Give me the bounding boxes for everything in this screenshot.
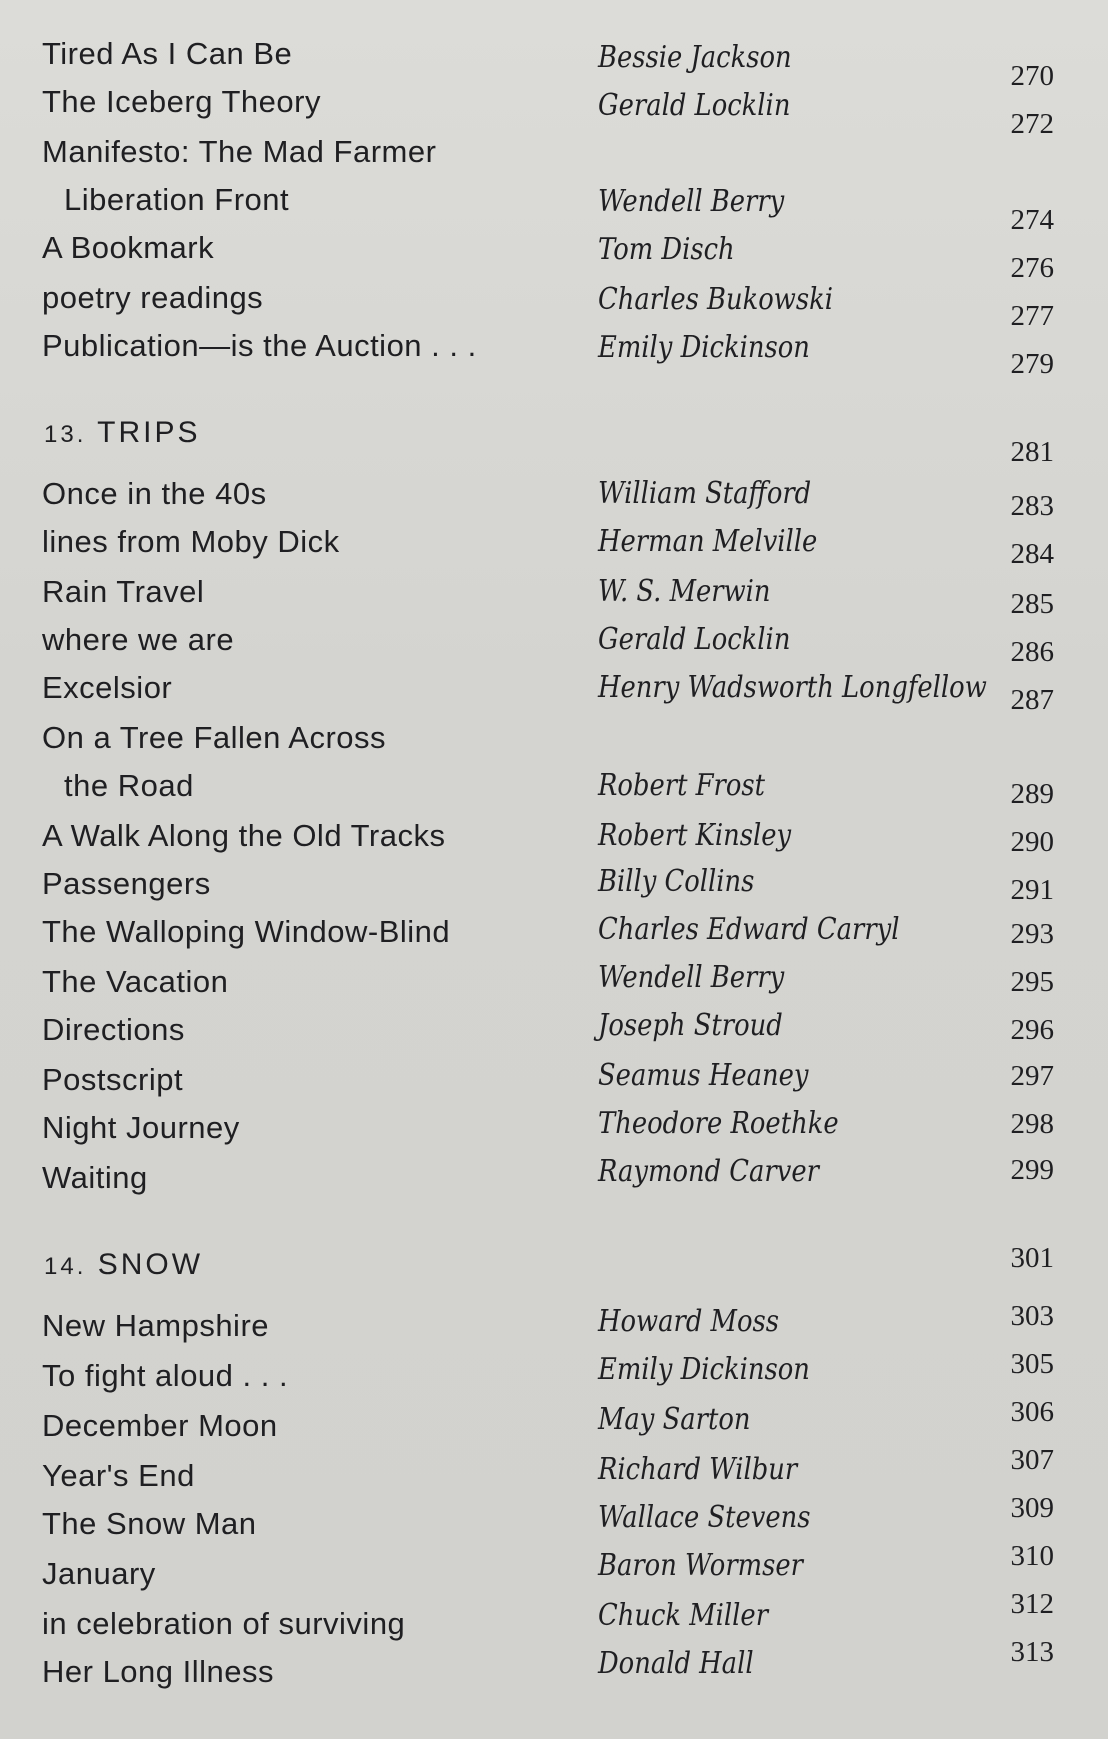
entry-author: Robert Kinsley bbox=[598, 818, 792, 853]
section-title bbox=[44, 1248, 203, 1282]
toc-entry bbox=[0, 622, 1108, 670]
entry-title: The Iceberg Theory bbox=[42, 84, 321, 119]
entry-author: Charles Bukowski bbox=[598, 282, 833, 317]
entry-page: 277 bbox=[1010, 300, 1054, 332]
toc-entry bbox=[0, 476, 1108, 524]
entry-page: 312 bbox=[1010, 1588, 1054, 1620]
toc-entry bbox=[0, 1444, 1108, 1506]
entry-page: 291 bbox=[1010, 874, 1054, 906]
entry-title-continued: the Road bbox=[64, 768, 194, 803]
entry-page: 272 bbox=[1010, 108, 1054, 140]
entry-title: The Snow Man bbox=[42, 1506, 257, 1541]
entry-author: Tom Disch bbox=[598, 232, 735, 267]
entry-title: Postscript bbox=[42, 1062, 184, 1097]
entry-title: January bbox=[42, 1556, 156, 1591]
toc-entry bbox=[0, 1154, 1108, 1208]
toc-entry bbox=[0, 670, 1108, 718]
section-heading-13 bbox=[0, 414, 1108, 468]
entry-page: 296 bbox=[1010, 1014, 1054, 1046]
entry-author: Chuck Miller bbox=[598, 1598, 769, 1633]
entry-author: Richard Wilbur bbox=[598, 1452, 798, 1487]
entry-title: The Vacation bbox=[42, 964, 229, 999]
toc-entry bbox=[0, 1008, 1108, 1060]
entry-title: On a Tree Fallen Across bbox=[42, 720, 387, 755]
toc-entry bbox=[0, 524, 1108, 572]
entry-title-continued: Liberation Front bbox=[64, 182, 290, 217]
entry-title: New Hampshire bbox=[42, 1308, 270, 1343]
toc-entry bbox=[0, 1636, 1108, 1702]
toc-entry-continued bbox=[0, 182, 1108, 236]
entry-title: Manifesto: The Mad Farmer bbox=[42, 134, 437, 169]
entry-title: lines from Moby Dick bbox=[42, 524, 340, 559]
entry-title: Passengers bbox=[42, 866, 211, 901]
toc-entry bbox=[0, 1348, 1108, 1406]
entry-author: Theodore Roethke bbox=[598, 1106, 839, 1141]
entry-page: 305 bbox=[1010, 1348, 1054, 1380]
toc-entry bbox=[0, 1300, 1108, 1356]
entry-page: 276 bbox=[1010, 252, 1054, 284]
toc-entry bbox=[0, 328, 1108, 380]
toc-entry bbox=[0, 230, 1108, 284]
toc-entry bbox=[0, 960, 1108, 1012]
entry-page: 289 bbox=[1010, 778, 1054, 810]
entry-title: A Bookmark bbox=[42, 230, 215, 265]
entry-page: 313 bbox=[1010, 1636, 1054, 1668]
entry-page: 293 bbox=[1010, 918, 1054, 950]
entry-page: 310 bbox=[1010, 1540, 1054, 1572]
entry-title: December Moon bbox=[42, 1408, 278, 1443]
section-heading-14 bbox=[0, 1242, 1108, 1294]
entry-author: Wallace Stevens bbox=[598, 1500, 811, 1535]
section-number: 13. bbox=[44, 421, 87, 448]
toc-entry bbox=[0, 280, 1108, 332]
toc-entry bbox=[0, 1492, 1108, 1554]
entry-page: 303 bbox=[1010, 1300, 1054, 1332]
entry-title: in celebration of surviving bbox=[42, 1606, 406, 1641]
entry-author: Emily Dickinson bbox=[598, 330, 810, 365]
entry-title: The Walloping Window-Blind bbox=[42, 914, 451, 949]
entry-author: Joseph Stroud bbox=[598, 1008, 783, 1043]
entry-author: Wendell Berry bbox=[598, 960, 785, 995]
entry-page: 290 bbox=[1010, 826, 1054, 858]
section-title bbox=[44, 416, 201, 450]
toc-entry bbox=[0, 914, 1108, 962]
entry-page: 285 bbox=[1010, 588, 1054, 620]
entry-title: Directions bbox=[42, 1012, 185, 1047]
toc-entry bbox=[0, 36, 1108, 92]
entry-title: A Walk Along the Old Tracks bbox=[42, 818, 446, 853]
toc-entry bbox=[0, 866, 1108, 914]
entry-page: 287 bbox=[1010, 684, 1054, 716]
toc-entry bbox=[0, 1058, 1108, 1110]
entry-page: 298 bbox=[1010, 1108, 1054, 1140]
entry-title: Waiting bbox=[42, 1160, 148, 1195]
entry-author: W. S. Merwin bbox=[598, 574, 771, 609]
entry-author: Billy Collins bbox=[598, 864, 755, 899]
entry-author: May Sarton bbox=[598, 1402, 751, 1437]
entry-page: 284 bbox=[1010, 538, 1054, 570]
entry-author: Charles Edward Carryl bbox=[598, 912, 900, 947]
toc-entry bbox=[0, 1396, 1108, 1456]
entry-title: where we are bbox=[42, 622, 235, 657]
entry-author: Robert Frost bbox=[598, 768, 766, 803]
entry-page: 274 bbox=[1010, 204, 1054, 236]
entry-title: Once in the 40s bbox=[42, 476, 267, 511]
toc-entry bbox=[0, 84, 1108, 140]
toc-entry bbox=[0, 720, 1108, 768]
entry-title: To fight aloud . . . bbox=[42, 1358, 289, 1393]
entry-author: Raymond Carver bbox=[598, 1154, 819, 1189]
entry-title: Publication—is the Auction . . . bbox=[42, 328, 477, 363]
entry-page: 309 bbox=[1010, 1492, 1054, 1524]
entry-title: Excelsior bbox=[42, 670, 173, 705]
toc-entry bbox=[0, 134, 1108, 182]
entry-author: Donald Hall bbox=[598, 1646, 754, 1681]
entry-author: Baron Wormser bbox=[598, 1548, 803, 1583]
section-page: 281 bbox=[1010, 436, 1054, 468]
entry-page: 270 bbox=[1010, 60, 1054, 92]
entry-page: 286 bbox=[1010, 636, 1054, 668]
entry-title: Year's End bbox=[42, 1458, 195, 1493]
section-name: SNOW bbox=[97, 1248, 204, 1281]
entry-title: Night Journey bbox=[42, 1110, 240, 1145]
toc-entry bbox=[0, 574, 1108, 622]
entry-page: 295 bbox=[1010, 966, 1054, 998]
entry-title: Rain Travel bbox=[42, 574, 205, 609]
section-name: TRIPS bbox=[97, 416, 201, 449]
entry-page: 306 bbox=[1010, 1396, 1054, 1428]
entry-author: Howard Moss bbox=[598, 1304, 779, 1339]
toc-entry bbox=[0, 1106, 1108, 1158]
toc-entry bbox=[0, 1588, 1108, 1654]
entry-author: Henry Wadsworth Longfellow bbox=[598, 670, 987, 705]
section-number: 14. bbox=[44, 1253, 87, 1280]
entry-title: Her Long Illness bbox=[42, 1654, 275, 1689]
entry-author: William Stafford bbox=[598, 476, 812, 511]
entry-author: Seamus Heaney bbox=[598, 1058, 809, 1093]
toc-entry-continued bbox=[0, 768, 1108, 816]
entry-author: Gerald Locklin bbox=[598, 622, 791, 657]
entry-author: Bessie Jackson bbox=[598, 40, 792, 75]
toc-entry bbox=[0, 1540, 1108, 1604]
entry-author: Emily Dickinson bbox=[598, 1352, 810, 1387]
toc-entry bbox=[0, 818, 1108, 866]
entry-page: 279 bbox=[1010, 348, 1054, 380]
entry-author: Gerald Locklin bbox=[598, 88, 791, 123]
entry-title: poetry readings bbox=[42, 280, 264, 315]
entry-title: Tired As I Can Be bbox=[42, 36, 293, 71]
entry-author: Wendell Berry bbox=[598, 184, 785, 219]
entry-author: Herman Melville bbox=[598, 524, 818, 559]
entry-page: 297 bbox=[1010, 1060, 1054, 1092]
entry-page: 283 bbox=[1010, 490, 1054, 522]
entry-page: 307 bbox=[1010, 1444, 1054, 1476]
entry-page: 299 bbox=[1010, 1154, 1054, 1186]
section-page: 301 bbox=[1010, 1242, 1054, 1274]
